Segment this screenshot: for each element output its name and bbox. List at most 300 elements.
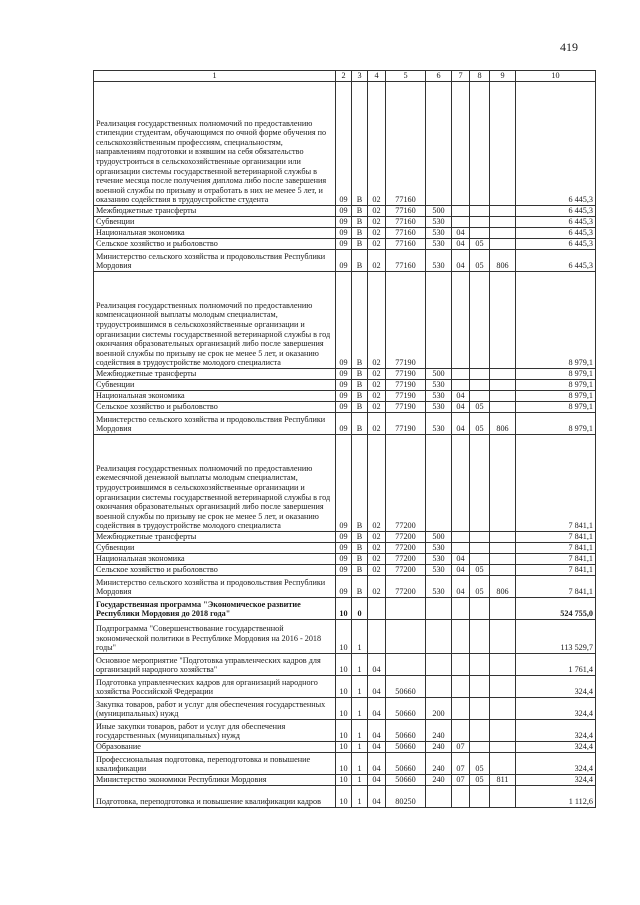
target-article-cell: 77190 — [386, 413, 426, 435]
section-cell: 04 — [452, 576, 470, 598]
target-article-cell: 77190 — [386, 380, 426, 391]
item-name-cell: Межбюджетные трансферты — [94, 206, 336, 217]
subsection-cell — [470, 720, 490, 742]
item-name-cell: Иные закупки товаров, работ и услуг для обеспечения государственных (муниципальных) нужд — [94, 720, 336, 742]
target-article-cell: 77160 — [386, 250, 426, 272]
table-row — [94, 82, 596, 206]
section-cell — [452, 532, 470, 543]
expense-type-cell — [426, 620, 452, 654]
subsection-cell — [470, 598, 490, 620]
target-article-cell: 77200 — [386, 554, 426, 565]
section-cell: 04 — [452, 402, 470, 413]
target-article-cell: 77190 — [386, 369, 426, 380]
target-article-cell: 80250 — [386, 786, 426, 808]
ministry-code-cell — [490, 565, 516, 576]
code-cell: 02 — [368, 217, 386, 228]
section-cell: 04 — [452, 239, 470, 250]
table-row — [94, 239, 596, 250]
expense-type-cell — [426, 272, 452, 369]
table-row — [94, 676, 596, 698]
amount-cell: 6 445,3 — [516, 250, 596, 272]
code-cell: 1 — [352, 654, 368, 676]
ministry-code-cell — [490, 620, 516, 654]
amount-cell: 6 445,3 — [516, 228, 596, 239]
subsection-cell — [470, 391, 490, 402]
item-name-cell: Реализация государственных полномочий по предоставлению стипендии студентам, обучающимся по очной форме обучения по сельскохозяйственным профессиям, специальностям, направлениям подготовки и взявшим на себя обязательство трудоустроиться в сельскохозяйственные организации или организации системы государственной ветеринарной службы в течение месяца после получения диплома либо после завершения военной службы по призыву и отработать в них не менее 5 лет, и оказанию содействия в трудоустройстве студента — [94, 82, 336, 206]
item-name-cell: Субвенции — [94, 217, 336, 228]
ministry-code-cell — [490, 532, 516, 543]
amount-cell: 1 112,6 — [516, 786, 596, 808]
subsection-cell — [470, 620, 490, 654]
expense-type-cell: 500 — [426, 369, 452, 380]
amount-cell: 6 445,3 — [516, 206, 596, 217]
code-cell: 09 — [336, 413, 352, 435]
expense-type-cell: 200 — [426, 698, 452, 720]
expense-type-cell: 240 — [426, 775, 452, 786]
amount-cell: 6 445,3 — [516, 239, 596, 250]
code-cell: В — [352, 413, 368, 435]
amount-cell: 7 841,1 — [516, 576, 596, 598]
code-cell: В — [352, 250, 368, 272]
code-cell: 10 — [336, 742, 352, 753]
ministry-code-cell — [490, 720, 516, 742]
code-cell: 04 — [368, 720, 386, 742]
subsection-cell — [470, 676, 490, 698]
code-cell: 04 — [368, 742, 386, 753]
code-cell: 10 — [336, 698, 352, 720]
code-cell: 09 — [336, 206, 352, 217]
amount-cell: 6 445,3 — [516, 82, 596, 206]
code-cell: 0 — [352, 598, 368, 620]
target-article-cell: 77190 — [386, 391, 426, 402]
section-cell — [452, 720, 470, 742]
code-cell: 09 — [336, 217, 352, 228]
ministry-code-cell — [490, 391, 516, 402]
expense-type-cell — [426, 654, 452, 676]
code-cell: В — [352, 565, 368, 576]
code-cell: 04 — [368, 775, 386, 786]
ministry-code-cell — [490, 543, 516, 554]
expense-type-cell: 500 — [426, 206, 452, 217]
code-cell: 09 — [336, 565, 352, 576]
code-cell: 02 — [368, 532, 386, 543]
ministry-code-cell — [490, 82, 516, 206]
section-cell — [452, 598, 470, 620]
expense-type-cell — [426, 82, 452, 206]
page-number: 419 — [560, 40, 578, 54]
table-row — [94, 391, 596, 402]
code-cell: 02 — [368, 413, 386, 435]
expense-type-cell: 240 — [426, 753, 452, 775]
code-cell: 02 — [368, 391, 386, 402]
expense-type-cell: 500 — [426, 532, 452, 543]
section-cell — [452, 380, 470, 391]
target-article-cell: 77200 — [386, 543, 426, 554]
subsection-cell — [470, 272, 490, 369]
code-cell: 02 — [368, 369, 386, 380]
table-row — [94, 753, 596, 775]
subsection-cell — [470, 228, 490, 239]
code-cell: В — [352, 82, 368, 206]
code-cell: 04 — [368, 753, 386, 775]
table-row — [94, 786, 596, 808]
ministry-code-cell — [490, 206, 516, 217]
expense-type-cell: 530 — [426, 554, 452, 565]
item-name-cell: Министерство сельского хозяйства и продовольствия Республики Мордовия — [94, 250, 336, 272]
column-header: 4 — [368, 71, 386, 82]
ministry-code-cell — [490, 369, 516, 380]
table-row — [94, 380, 596, 391]
ministry-code-cell: 806 — [490, 413, 516, 435]
code-cell: 02 — [368, 554, 386, 565]
expense-type-cell — [426, 598, 452, 620]
table-row — [94, 402, 596, 413]
item-name-cell: Закупка товаров, работ и услуг для обеспечения государственных (муниципальных) нужд — [94, 698, 336, 720]
table-row — [94, 565, 596, 576]
section-cell — [452, 217, 470, 228]
table-row — [94, 654, 596, 676]
item-name-cell: Государственная программа "Экономическое развитие Республики Мордовия до 2018 года" — [94, 598, 336, 620]
ministry-code-cell — [490, 217, 516, 228]
target-article-cell: 50660 — [386, 753, 426, 775]
item-name-cell: Национальная экономика — [94, 228, 336, 239]
subsection-cell: 05 — [470, 239, 490, 250]
target-article-cell: 50660 — [386, 775, 426, 786]
target-article-cell — [386, 620, 426, 654]
subsection-cell — [470, 698, 490, 720]
subsection-cell: 05 — [470, 402, 490, 413]
code-cell: 10 — [336, 786, 352, 808]
table-row — [94, 250, 596, 272]
code-cell: 04 — [368, 676, 386, 698]
amount-cell: 8 979,1 — [516, 369, 596, 380]
ministry-code-cell — [490, 402, 516, 413]
section-cell — [452, 206, 470, 217]
code-cell: 04 — [368, 654, 386, 676]
code-cell: В — [352, 391, 368, 402]
code-cell: 02 — [368, 435, 386, 532]
section-cell — [452, 676, 470, 698]
item-name-cell: Подготовка, переподготовка и повышение квалификации кадров — [94, 786, 336, 808]
amount-cell: 524 755,0 — [516, 598, 596, 620]
section-cell — [452, 620, 470, 654]
table-header-row — [94, 71, 596, 82]
code-cell: 02 — [368, 402, 386, 413]
section-cell: 07 — [452, 775, 470, 786]
column-header: 3 — [352, 71, 368, 82]
subsection-cell — [470, 742, 490, 753]
subsection-cell: 05 — [470, 413, 490, 435]
item-name-cell: Реализация государственных полномочий по предоставлению компенсационной выплаты молодым специалистам, трудоустроившимся в сельскохозяйственные организации и организации системы государственной ветеринарной службы в год окончания образовательных организаций либо после завершения военной службы по призыву не срок не менее 5 лет, и оказанию содействия в трудоустройстве молодого специалиста — [94, 272, 336, 369]
code-cell: 1 — [352, 786, 368, 808]
item-name-cell: Основное мероприятие "Подготовка управленческих кадров для организаций народного хозяйства" — [94, 654, 336, 676]
code-cell: В — [352, 554, 368, 565]
section-cell — [452, 435, 470, 532]
amount-cell: 8 979,1 — [516, 272, 596, 369]
table-row — [94, 620, 596, 654]
target-article-cell: 77200 — [386, 532, 426, 543]
code-cell: 09 — [336, 543, 352, 554]
code-cell: В — [352, 435, 368, 532]
code-cell — [368, 598, 386, 620]
code-cell: 10 — [336, 654, 352, 676]
code-cell: 1 — [352, 775, 368, 786]
amount-cell: 1 761,4 — [516, 654, 596, 676]
expense-type-cell: 530 — [426, 543, 452, 554]
subsection-cell — [470, 532, 490, 543]
column-header: 1 — [94, 71, 336, 82]
target-article-cell: 77190 — [386, 272, 426, 369]
ministry-code-cell — [490, 742, 516, 753]
code-cell: 02 — [368, 228, 386, 239]
table-row — [94, 413, 596, 435]
expense-type-cell: 530 — [426, 228, 452, 239]
ministry-code-cell — [490, 698, 516, 720]
column-header: 7 — [452, 71, 470, 82]
amount-cell: 7 841,1 — [516, 543, 596, 554]
code-cell: 04 — [368, 698, 386, 720]
column-header: 10 — [516, 71, 596, 82]
column-header: 2 — [336, 71, 352, 82]
subsection-cell: 05 — [470, 576, 490, 598]
subsection-cell — [470, 435, 490, 532]
section-cell — [452, 543, 470, 554]
subsection-cell: 05 — [470, 753, 490, 775]
section-cell: 04 — [452, 228, 470, 239]
code-cell: В — [352, 239, 368, 250]
table-row — [94, 554, 596, 565]
code-cell: 10 — [336, 775, 352, 786]
expense-type-cell: 530 — [426, 565, 452, 576]
subsection-cell — [470, 82, 490, 206]
item-name-cell: Подпрограмма "Совершенствование государственной экономической политики в Республике Мордовия на 2016 - 2018 годы" — [94, 620, 336, 654]
table-row — [94, 543, 596, 554]
expense-type-cell: 530 — [426, 402, 452, 413]
amount-cell: 324,4 — [516, 742, 596, 753]
section-cell: 07 — [452, 742, 470, 753]
target-article-cell — [386, 654, 426, 676]
code-cell: 02 — [368, 239, 386, 250]
section-cell: 04 — [452, 565, 470, 576]
code-cell: 1 — [352, 742, 368, 753]
table-row — [94, 369, 596, 380]
code-cell: 09 — [336, 435, 352, 532]
ministry-code-cell — [490, 554, 516, 565]
ministry-code-cell — [490, 786, 516, 808]
target-article-cell: 50660 — [386, 676, 426, 698]
amount-cell: 324,4 — [516, 720, 596, 742]
subsection-cell — [470, 217, 490, 228]
section-cell: 04 — [452, 554, 470, 565]
code-cell: В — [352, 576, 368, 598]
table-body — [94, 82, 596, 808]
section-cell: 07 — [452, 753, 470, 775]
item-name-cell: Сельское хозяйство и рыболовство — [94, 565, 336, 576]
code-cell: 10 — [336, 598, 352, 620]
expense-type-cell: 530 — [426, 413, 452, 435]
expense-type-cell: 530 — [426, 250, 452, 272]
amount-cell: 113 529,7 — [516, 620, 596, 654]
section-cell: 04 — [452, 250, 470, 272]
expense-type-cell — [426, 786, 452, 808]
ministry-code-cell — [490, 272, 516, 369]
amount-cell: 8 979,1 — [516, 380, 596, 391]
ministry-code-cell — [490, 239, 516, 250]
ministry-code-cell: 806 — [490, 576, 516, 598]
expense-type-cell: 530 — [426, 391, 452, 402]
amount-cell: 324,4 — [516, 698, 596, 720]
table-row — [94, 206, 596, 217]
amount-cell: 6 445,3 — [516, 217, 596, 228]
code-cell: 02 — [368, 206, 386, 217]
code-cell: В — [352, 272, 368, 369]
budget-table — [93, 70, 596, 808]
amount-cell: 7 841,1 — [516, 554, 596, 565]
expense-type-cell: 530 — [426, 239, 452, 250]
target-article-cell: 50660 — [386, 698, 426, 720]
item-name-cell: Подготовка управленческих кадров для организаций народного хозяйства Российской Федерации — [94, 676, 336, 698]
code-cell: 10 — [336, 720, 352, 742]
section-cell — [452, 698, 470, 720]
column-header: 6 — [426, 71, 452, 82]
code-cell: 02 — [368, 272, 386, 369]
ministry-code-cell — [490, 435, 516, 532]
code-cell: 09 — [336, 272, 352, 369]
target-article-cell: 77190 — [386, 402, 426, 413]
code-cell: 1 — [352, 753, 368, 775]
expense-type-cell — [426, 435, 452, 532]
code-cell: 09 — [336, 532, 352, 543]
item-name-cell: Национальная экономика — [94, 554, 336, 565]
amount-cell: 8 979,1 — [516, 402, 596, 413]
ministry-code-cell: 811 — [490, 775, 516, 786]
section-cell — [452, 786, 470, 808]
target-article-cell: 50660 — [386, 720, 426, 742]
ministry-code-cell — [490, 380, 516, 391]
item-name-cell: Субвенции — [94, 380, 336, 391]
code-cell: 09 — [336, 391, 352, 402]
code-cell: 02 — [368, 565, 386, 576]
code-cell: 09 — [336, 82, 352, 206]
code-cell: В — [352, 217, 368, 228]
amount-cell: 7 841,1 — [516, 435, 596, 532]
code-cell: 02 — [368, 576, 386, 598]
table-row — [94, 435, 596, 532]
expense-type-cell: 530 — [426, 380, 452, 391]
code-cell: В — [352, 543, 368, 554]
amount-cell: 324,4 — [516, 676, 596, 698]
code-cell: 1 — [352, 676, 368, 698]
table-row — [94, 598, 596, 620]
section-cell — [452, 654, 470, 676]
ministry-code-cell — [490, 753, 516, 775]
expense-type-cell: 240 — [426, 720, 452, 742]
code-cell: 1 — [352, 620, 368, 654]
item-name-cell: Министерство сельского хозяйства и продовольствия Республики Мордовия — [94, 413, 336, 435]
code-cell: 09 — [336, 576, 352, 598]
code-cell: 1 — [352, 720, 368, 742]
code-cell: 09 — [336, 402, 352, 413]
code-cell: В — [352, 228, 368, 239]
table-row — [94, 775, 596, 786]
ministry-code-cell: 806 — [490, 250, 516, 272]
target-article-cell: 77200 — [386, 576, 426, 598]
amount-cell: 324,4 — [516, 753, 596, 775]
subsection-cell — [470, 654, 490, 676]
code-cell — [368, 620, 386, 654]
amount-cell: 324,4 — [516, 775, 596, 786]
code-cell: 02 — [368, 250, 386, 272]
section-cell: 04 — [452, 413, 470, 435]
code-cell: 04 — [368, 786, 386, 808]
target-article-cell: 50660 — [386, 742, 426, 753]
subsection-cell: 05 — [470, 775, 490, 786]
code-cell: В — [352, 369, 368, 380]
amount-cell: 7 841,1 — [516, 565, 596, 576]
target-article-cell: 77200 — [386, 565, 426, 576]
code-cell: 02 — [368, 82, 386, 206]
target-article-cell: 77160 — [386, 217, 426, 228]
section-cell: 04 — [452, 391, 470, 402]
table-row — [94, 742, 596, 753]
target-article-cell — [386, 598, 426, 620]
subsection-cell: 05 — [470, 565, 490, 576]
table-row — [94, 217, 596, 228]
code-cell: 09 — [336, 554, 352, 565]
subsection-cell — [470, 554, 490, 565]
code-cell: В — [352, 402, 368, 413]
target-article-cell: 77160 — [386, 206, 426, 217]
section-cell — [452, 82, 470, 206]
code-cell: 10 — [336, 676, 352, 698]
section-cell — [452, 272, 470, 369]
expense-type-cell: 530 — [426, 217, 452, 228]
table-row — [94, 532, 596, 543]
target-article-cell: 77160 — [386, 239, 426, 250]
code-cell: 02 — [368, 380, 386, 391]
code-cell: 10 — [336, 620, 352, 654]
code-cell: В — [352, 206, 368, 217]
column-header: 9 — [490, 71, 516, 82]
code-cell: В — [352, 380, 368, 391]
target-article-cell: 77160 — [386, 82, 426, 206]
table-row — [94, 228, 596, 239]
subsection-cell — [470, 380, 490, 391]
table-row — [94, 272, 596, 369]
code-cell: 1 — [352, 698, 368, 720]
item-name-cell: Сельское хозяйство и рыболовство — [94, 402, 336, 413]
code-cell: 09 — [336, 369, 352, 380]
table-row — [94, 698, 596, 720]
item-name-cell: Сельское хозяйство и рыболовство — [94, 239, 336, 250]
ministry-code-cell — [490, 676, 516, 698]
code-cell: 09 — [336, 228, 352, 239]
expense-type-cell: 530 — [426, 576, 452, 598]
subsection-cell: 05 — [470, 250, 490, 272]
table-row — [94, 576, 596, 598]
item-name-cell: Межбюджетные трансферты — [94, 369, 336, 380]
amount-cell: 8 979,1 — [516, 413, 596, 435]
code-cell: В — [352, 532, 368, 543]
table-row — [94, 720, 596, 742]
subsection-cell — [470, 786, 490, 808]
item-name-cell: Министерство сельского хозяйства и продовольствия Республики Мордовия — [94, 576, 336, 598]
item-name-cell: Образование — [94, 742, 336, 753]
target-article-cell: 77200 — [386, 435, 426, 532]
code-cell: 09 — [336, 380, 352, 391]
code-cell: 09 — [336, 250, 352, 272]
item-name-cell: Межбюджетные трансферты — [94, 532, 336, 543]
